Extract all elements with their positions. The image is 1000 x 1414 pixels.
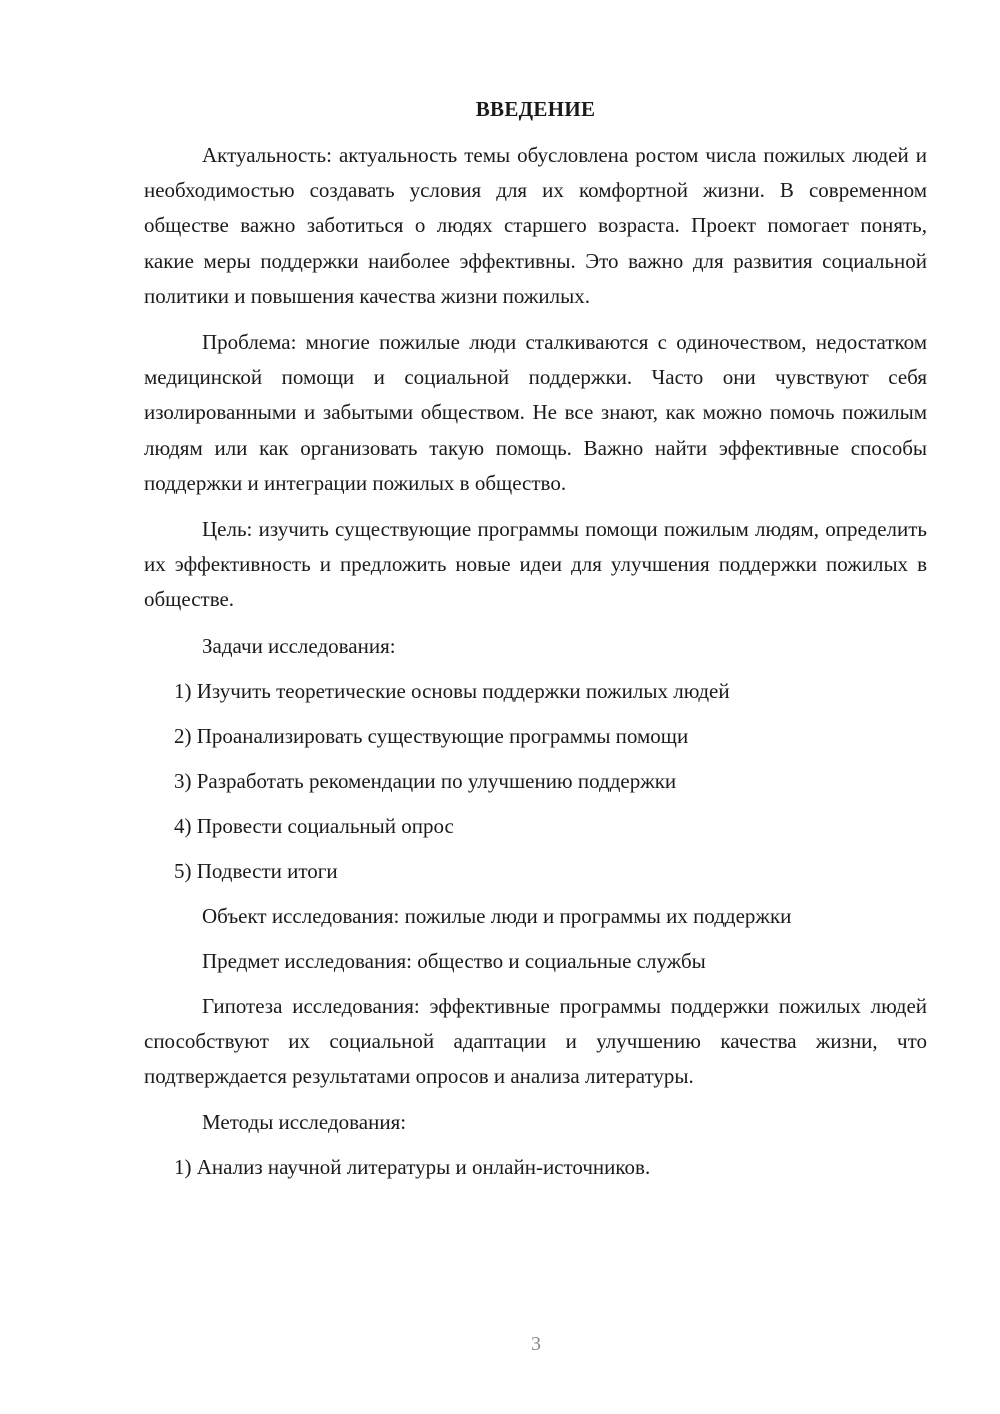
document-body [144, 92, 927, 1195]
goal-paragraph: Цель: изучить существующие программы помощи пожилым людям, определить их эффективность и предложить новые идеи для улучшения поддержки пожилых в обществе. [144, 517, 927, 612]
task-item: 3) Разработать рекомендации по улучшению поддержки [174, 768, 677, 793]
task-item: 1) Изучить теоретические основы поддержки пожилых людей [174, 678, 730, 703]
methods-heading: Методы исследования: [202, 1110, 407, 1135]
hypothesis-paragraph: Гипотеза исследования: эффективные программы поддержки пожилых людей способствуют их социальной адаптации и улучшению качества жизни, что подтверждается результатами опросов и анализа литературы. [144, 993, 927, 1089]
problem-paragraph: Проблема: многие пожилые люди сталкиваются с одиночеством, недостатком медицинской помощи и социальной поддержки. Часто они чувствуют себя изолированными и забытыми обществом. Не все знают, как можно помочь пожилым людям или как организовать такую помощь. Важно найти эффективные способы поддержки и интеграции пожилых в общество. [144, 330, 927, 495]
task-item: 5) Подвести итоги [174, 858, 338, 883]
task-item: 4) Провести социальный опрос [174, 813, 454, 838]
relevance-paragraph: Актуальность: актуальность темы обусловлена ростом числа пожилых людей и необходимостью создавать условия для их комфортной жизни. В современном обществе важно заботиться о людях старшего возраста. Проект помогает понять, какие меры поддержки наиболее эффективны. Это важно для развития социальной политики и повышения качества жизни пожилых. [144, 143, 927, 308]
research-object: Объект исследования: пожилые люди и программы их поддержки [202, 903, 792, 928]
task-item: 2) Проанализировать существующие программы помощи [174, 723, 689, 748]
tasks-heading: Задачи исследования: [202, 633, 396, 658]
method-item: 1) Анализ научной литературы и онлайн-источников. [174, 1155, 651, 1180]
section-title: ВВЕДЕНИЕ [475, 97, 596, 121]
page-number: 3 [531, 1333, 541, 1355]
research-subject: Предмет исследования: общество и социальные службы [202, 948, 706, 973]
